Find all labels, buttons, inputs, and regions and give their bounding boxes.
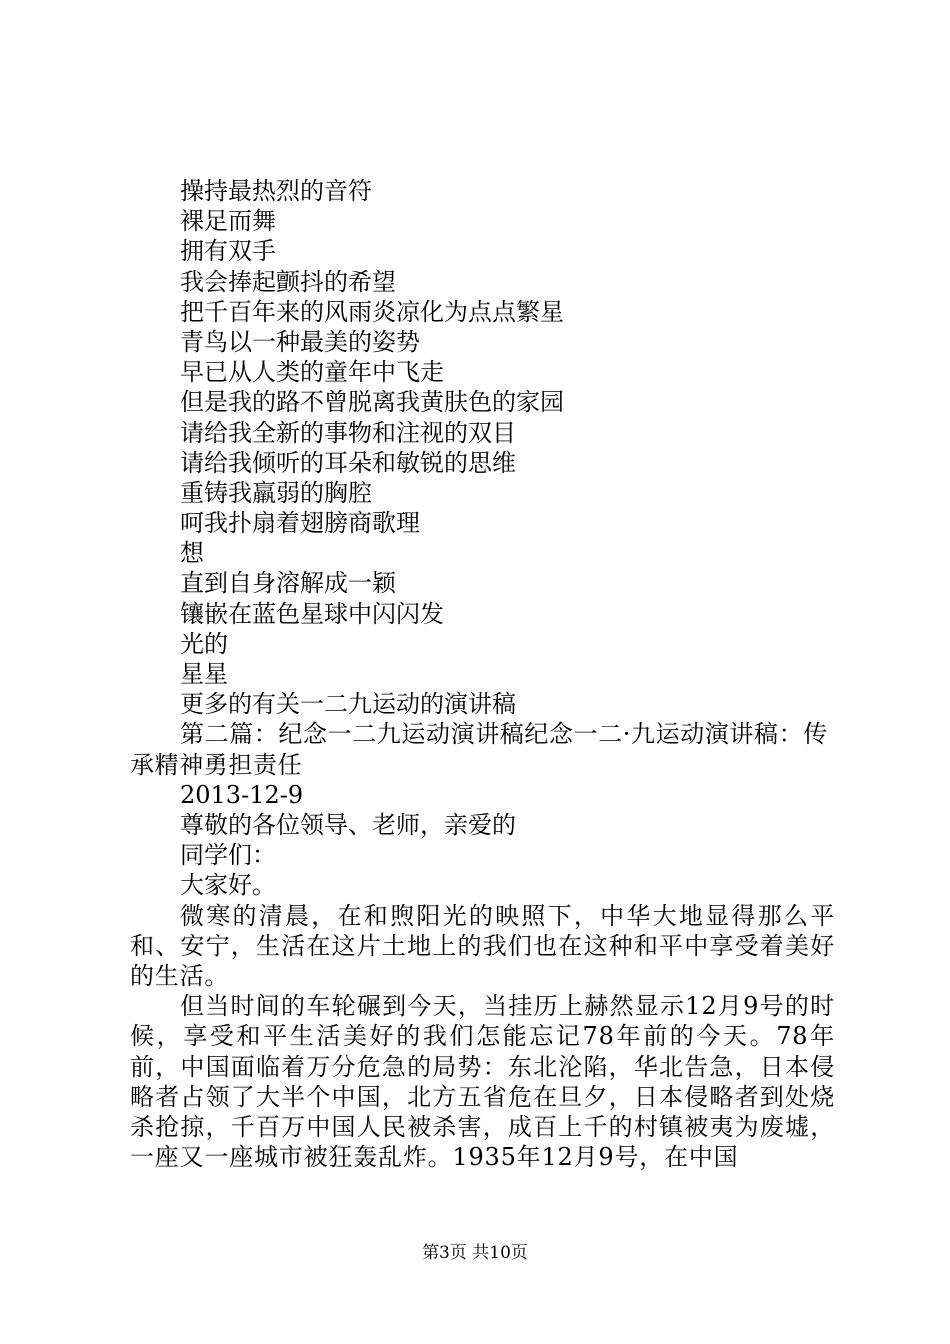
page-footer: 第3页 共10页 — [422, 1243, 528, 1263]
poem-line: 操持最热烈的音符 — [180, 177, 372, 205]
document-body — [130, 176, 835, 1172]
greeting-line: 同学们： — [180, 841, 276, 870]
poem-line: 镶嵌在蓝色星球中闪闪发 — [180, 599, 444, 628]
section-heading: 第二篇：纪念一二九运动演讲稿纪念一二·九运动演讲稿：传承精神勇担责任 — [130, 720, 828, 779]
poem-line: 光的 — [180, 629, 228, 658]
body-paragraph: 但当时间的车轮碾到今天，当挂历上赫然显示12月9号的时候，享受和平生活美好的我们怎能忘记78年前的今天。78年前，中国面临着万分危急的局势：东北沦陷，华北告急，日本侵略者占领了大半个中国，北方五省危在旦夕，日本侵略者到处烧杀抢掠，千百万中国人民被杀害，成百上千的村镇被夷为废墟，一座又一座城市被狂轰乱炸。1935年12月9号，在中国 — [130, 992, 835, 1172]
poem-line: 裸足而舞 — [180, 207, 276, 236]
poem-line: 直到自身溶解成一颖 — [180, 569, 396, 598]
greeting-line: 尊敬的各位领导、老师，亲爱的 — [180, 810, 516, 839]
poem-line: 更多的有关一二九运动的演讲稿 — [180, 690, 516, 719]
poem-line: 但是我的路不曾脱离我黄肤色的家园 — [180, 388, 564, 417]
poem-line: 请给我全新的事物和注视的双目 — [180, 418, 516, 447]
poem-line: 重铸我羸弱的胸腔 — [180, 478, 372, 507]
poem-line: 把千百年来的风雨炎凉化为点点繁星 — [180, 297, 564, 326]
poem-line: 呵我扑扇着翅膀商歌理 — [180, 509, 420, 538]
poem-line: 想 — [180, 539, 204, 568]
speech-date: 2013-12-9 — [180, 780, 304, 809]
poem — [130, 176, 835, 719]
poem-line: 星星 — [180, 660, 228, 688]
body-paragraph: 微寒的清晨，在和煦阳光的映照下，中华大地显得那么平和、安宁，生活在这片土地上的我们也在这种和平中享受着美好的生活。 — [130, 901, 835, 990]
poem-line: 早已从人类的童年中飞走 — [180, 358, 444, 387]
poem-line: 请给我倾听的耳朵和敏锐的思维 — [180, 448, 516, 477]
poem-line: 拥有双手 — [180, 237, 276, 266]
poem-line: 青鸟以一种最美的姿势 — [180, 327, 420, 356]
greeting-line: 大家好。 — [180, 871, 276, 900]
poem-line: 我会捧起颤抖的希望 — [180, 267, 396, 296]
